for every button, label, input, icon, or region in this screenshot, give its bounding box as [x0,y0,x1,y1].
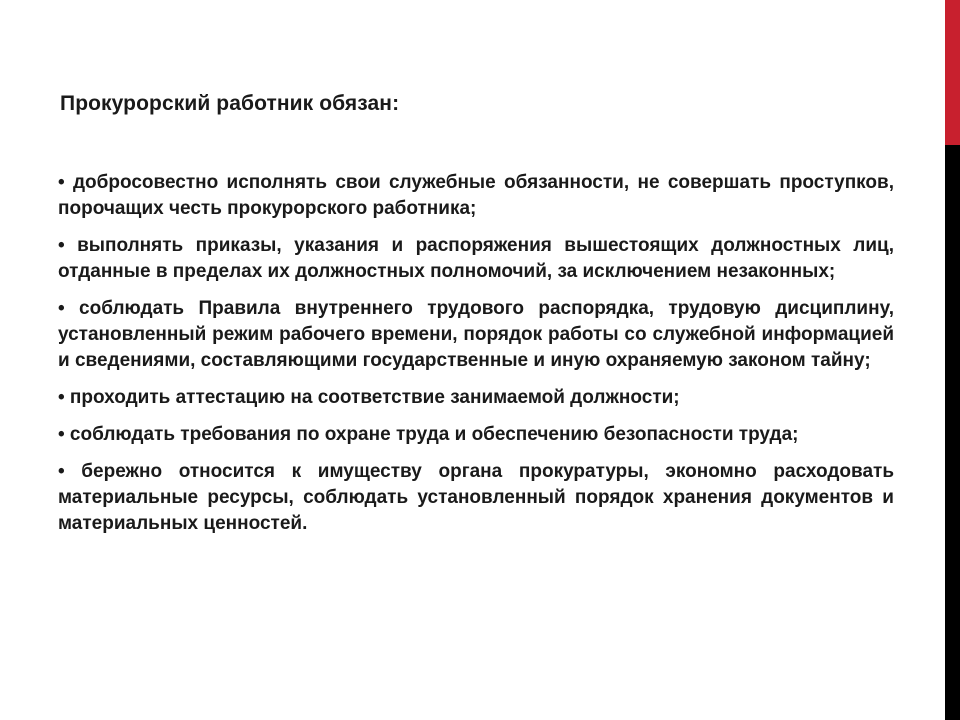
list-item: • проходить аттестацию на соответствие занимаемой должности; [58,387,680,408]
list-item: • выполнять приказы, указания и распоряжения вышестоящих должностных лиц, отданные в пределах их должностных полномочий, за исключением незаконных; [58,235,894,282]
list-item: • соблюдать Правила внутреннего трудового распорядка, трудовую дисциплину, установленный режим рабочего времени, порядок работы со служебной информацией и сведениями, составляющими государственные и иную охраняемую законом тайну; [58,298,894,371]
list-item: • бережно относится к имуществу органа прокуратуры, экономно расходовать материальные ресурсы, соблюдать установленный порядок хранения документов и материальных ценностей. [58,461,894,534]
slide-title: Прокурорский работник обязан: [60,92,400,115]
list-item: • соблюдать требования по охране труда и обеспечению безопасности труда; [58,424,799,445]
list-item: • добросовестно исполнять свои служебные обязанности, не совершать проступков, порочащих честь прокурорского работника; [58,172,894,219]
accent-bar-black [945,145,960,720]
accent-bar-red [945,0,960,145]
bullet-list [58,170,894,548]
